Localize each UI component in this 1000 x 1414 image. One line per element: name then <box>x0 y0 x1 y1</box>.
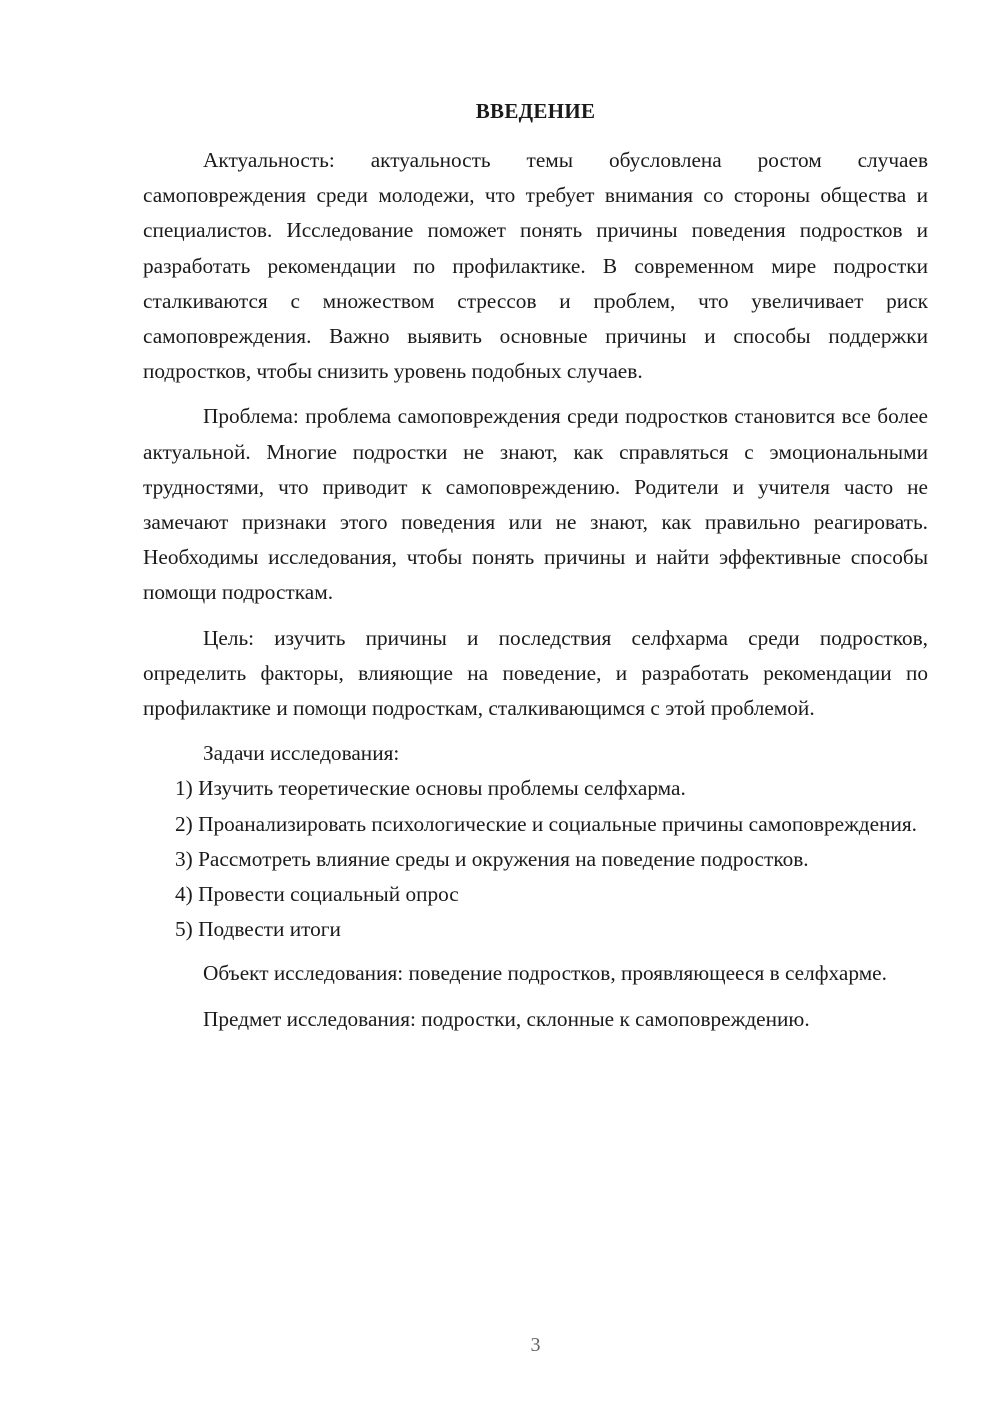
document-page <box>143 0 928 1414</box>
task-item-1: 1) Изучить теоретические основы проблемы селфхарма. <box>175 776 686 801</box>
paragraph-relevance: Актуальность: актуальность темы обусловлена ростом случаев самоповреждения среди молодежи, что требует внимания со стороны общества и специалистов. Исследование поможет понять причины поведения подростков и разработать рекомендации по профилактике. В современном мире подростки сталкиваются с множеством стрессов и проблем, что увеличивает риск самоповреждения. Важно выявить основные причины и способы поддержки подростков, чтобы снизить уровень подобных случаев. <box>143 148 928 384</box>
paragraph-subject: Предмет исследования: подростки, склонные к самоповреждению. <box>203 1006 810 1031</box>
paragraph-problem: Проблема: проблема самоповреждения среди подростков становится все более актуальной. Многие подростки не знают, как справляться с эмоциональными трудностями, что приводит к самоповреждению. Родители и учителя часто не замечают признаки этого поведения или не знают, как правильно реагировать. Необходимы исследования, чтобы понять причины и найти эффективные способы помощи подросткам. <box>143 404 928 605</box>
tasks-heading: Задачи исследования: <box>203 741 400 766</box>
document-body <box>143 143 928 1037</box>
task-item-3: 3) Рассмотреть влияние среды и окружения на поведение подростков. <box>175 846 809 871</box>
task-item-2: 2) Проанализировать психологические и социальные причины самоповреждения. <box>175 811 917 836</box>
page-title: ВВЕДЕНИЕ <box>475 99 596 123</box>
task-item-4: 4) Провести социальный опрос <box>175 882 459 907</box>
page-number: 3 <box>530 1334 541 1356</box>
task-item-5: 5) Подвести итоги <box>175 917 341 942</box>
paragraph-goal: Цель: изучить причины и последствия селфхарма среди подростков, определить факторы, влияющие на поведение, и разработать рекомендации по профилактике и помощи подросткам, сталкивающимся с этой проблемой. <box>143 625 928 721</box>
paragraph-object: Объект исследования: поведение подростков, проявляющееся в селфхарме. <box>203 961 887 986</box>
